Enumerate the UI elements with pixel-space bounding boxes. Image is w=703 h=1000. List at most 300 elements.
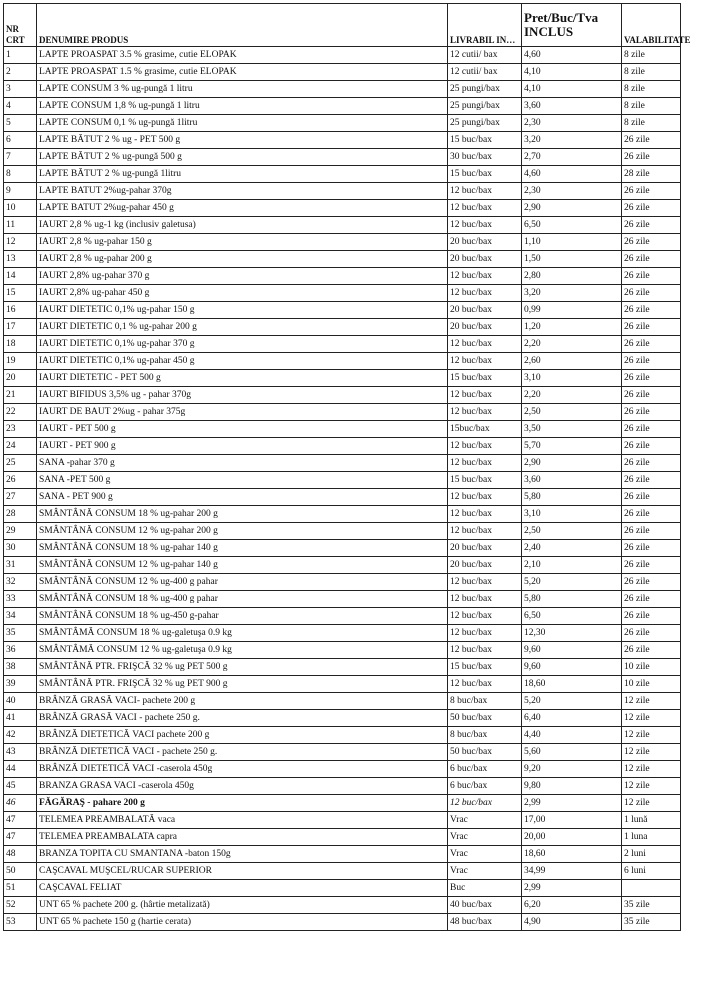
table-row <box>4 812 681 829</box>
delivery-pack: 12 cutii/ bax <box>448 64 522 81</box>
validity: 10 zile <box>622 676 681 693</box>
table-row <box>4 506 681 523</box>
validity: 12 zile <box>622 778 681 795</box>
table-row <box>4 795 681 812</box>
table-row <box>4 438 681 455</box>
validity: 26 zile <box>622 557 681 574</box>
price: 4,90 <box>522 914 622 931</box>
product-name: IAURT 2,8 % ug-1 kg (inclusiv galetusa) <box>37 217 448 234</box>
table-row <box>4 217 681 234</box>
delivery-pack: 15buc/bax <box>448 421 522 438</box>
table-row <box>4 727 681 744</box>
table-row <box>4 166 681 183</box>
delivery-pack: 15 buc/bax <box>448 166 522 183</box>
price: 6,20 <box>522 897 622 914</box>
validity: 26 zile <box>622 608 681 625</box>
delivery-pack: 30 buc/bax <box>448 149 522 166</box>
validity: 26 zile <box>622 183 681 200</box>
table-row <box>4 659 681 676</box>
validity: 8 zile <box>622 81 681 98</box>
validity: 26 zile <box>622 472 681 489</box>
delivery-pack: 20 buc/bax <box>448 540 522 557</box>
price: 18,60 <box>522 846 622 863</box>
validity: 26 zile <box>622 149 681 166</box>
table-row <box>4 251 681 268</box>
product-name: TELEMEA PREAMBALATĂ vaca <box>37 812 448 829</box>
row-nr: 29 <box>4 523 37 540</box>
product-name: BRANZA GRASA VACI -caserola 450g <box>37 778 448 795</box>
row-nr: 18 <box>4 336 37 353</box>
row-nr: 22 <box>4 404 37 421</box>
validity: 26 zile <box>622 132 681 149</box>
product-name: LAPTE PROASPAT 1.5 % grasime, cutie ELOPAK <box>37 64 448 81</box>
delivery-pack: 12 buc/bax <box>448 642 522 659</box>
delivery-pack: 20 buc/bax <box>448 557 522 574</box>
delivery-pack: 25 pungi/bax <box>448 98 522 115</box>
product-name: IAURT DIETETIC 0,1% ug-pahar 450 g <box>37 353 448 370</box>
price-list-table <box>3 3 691 931</box>
delivery-pack: 25 pungi/bax <box>448 115 522 132</box>
header-product-name: DENUMIRE PRODUS <box>37 4 448 47</box>
table-row <box>4 115 681 132</box>
table-row <box>4 455 681 472</box>
row-nr: 36 <box>4 642 37 659</box>
price: 5,60 <box>522 744 622 761</box>
table-row <box>4 132 681 149</box>
delivery-pack: 20 buc/bax <box>448 319 522 336</box>
row-nr: 46 <box>4 795 37 812</box>
table-row <box>4 744 681 761</box>
price: 3,50 <box>522 421 622 438</box>
row-nr: 52 <box>4 897 37 914</box>
table-row <box>4 370 681 387</box>
validity: 26 zile <box>622 251 681 268</box>
validity: 12 zile <box>622 727 681 744</box>
product-name: IAURT - PET 900 g <box>37 438 448 455</box>
product-name: SMÂNTÂNĂ PTR. FRIŞCĂ 32 % ug PET 500 g <box>37 659 448 676</box>
row-nr: 43 <box>4 744 37 761</box>
product-name: SMÂNTÂNĂ CONSUM 12 % ug-400 g pahar <box>37 574 448 591</box>
price: 2,50 <box>522 523 622 540</box>
validity: 26 zile <box>622 438 681 455</box>
price: 4,40 <box>522 727 622 744</box>
product-name: SMÂNTÂNĂ CONSUM 12 % ug-pahar 140 g <box>37 557 448 574</box>
delivery-pack: 15 buc/bax <box>448 472 522 489</box>
product-name: SMÂNTÂNĂ CONSUM 18 % ug-pahar 140 g <box>37 540 448 557</box>
validity: 26 zile <box>622 353 681 370</box>
delivery-pack: 12 buc/bax <box>448 353 522 370</box>
delivery-pack: 12 buc/bax <box>448 268 522 285</box>
delivery-pack: 12 buc/bax <box>448 523 522 540</box>
delivery-pack: Vrac <box>448 829 522 846</box>
row-nr: 28 <box>4 506 37 523</box>
row-nr: 30 <box>4 540 37 557</box>
validity: 2 luni <box>622 846 681 863</box>
price: 6,50 <box>522 608 622 625</box>
delivery-pack: 40 buc/bax <box>448 897 522 914</box>
price: 9,60 <box>522 659 622 676</box>
row-nr: 7 <box>4 149 37 166</box>
product-name: BRÂNZĂ DIETETICĂ VACI - pachete 250 g. <box>37 744 448 761</box>
table-row <box>4 693 681 710</box>
delivery-pack: 12 buc/bax <box>448 591 522 608</box>
table-row <box>4 47 681 64</box>
validity: 26 zile <box>622 404 681 421</box>
delivery-pack: 15 buc/bax <box>448 659 522 676</box>
validity: 26 zile <box>622 574 681 591</box>
row-nr: 3 <box>4 81 37 98</box>
price: 20,00 <box>522 829 622 846</box>
delivery-pack: 15 buc/bax <box>448 132 522 149</box>
validity: 26 zile <box>622 540 681 557</box>
delivery-pack: Vrac <box>448 812 522 829</box>
table-row <box>4 421 681 438</box>
validity: 26 zile <box>622 370 681 387</box>
row-nr: 21 <box>4 387 37 404</box>
price: 2,99 <box>522 880 622 897</box>
table-row <box>4 591 681 608</box>
product-name: FĂGĂRAŞ - pahare 200 g <box>37 795 448 812</box>
table-row <box>4 489 681 506</box>
table-row <box>4 676 681 693</box>
validity: 6 luni <box>622 863 681 880</box>
product-name: LAPTE BĂTUT 2 % ug-pungă 1litru <box>37 166 448 183</box>
row-nr: 40 <box>4 693 37 710</box>
product-name: IAURT BIFIDUS 3,5% ug - pahar 370g <box>37 387 448 404</box>
validity: 26 zile <box>622 285 681 302</box>
price: 2,40 <box>522 540 622 557</box>
row-nr: 20 <box>4 370 37 387</box>
delivery-pack: Buc <box>448 880 522 897</box>
validity: 8 zile <box>622 47 681 64</box>
product-name: SMÂNTÂNĂ CONSUM 18 % ug-450 g-pahar <box>37 608 448 625</box>
row-nr: 32 <box>4 574 37 591</box>
price: 5,80 <box>522 591 622 608</box>
product-name: UNT 65 % pachete 200 g. (hârtie metalizată) <box>37 897 448 914</box>
row-nr: 35 <box>4 625 37 642</box>
row-nr: 31 <box>4 557 37 574</box>
delivery-pack: 12 buc/bax <box>448 506 522 523</box>
product-name: BRÂNZĂ DIETETICĂ VACI -caserola 450g <box>37 761 448 778</box>
row-nr: 25 <box>4 455 37 472</box>
price: 4,10 <box>522 81 622 98</box>
price: 2,30 <box>522 115 622 132</box>
price: 2,60 <box>522 353 622 370</box>
table-row <box>4 319 681 336</box>
delivery-pack: 12 buc/bax <box>448 574 522 591</box>
row-nr: 38 <box>4 659 37 676</box>
row-nr: 4 <box>4 98 37 115</box>
delivery-pack: 8 buc/bax <box>448 693 522 710</box>
product-name: IAURT DIETETIC - PET 500 g <box>37 370 448 387</box>
price: 9,20 <box>522 761 622 778</box>
delivery-pack: 12 buc/bax <box>448 676 522 693</box>
validity: 26 zile <box>622 336 681 353</box>
price: 2,90 <box>522 455 622 472</box>
table-row <box>4 81 681 98</box>
row-nr: 39 <box>4 676 37 693</box>
delivery-pack: 12 buc/bax <box>448 795 522 812</box>
price: 3,10 <box>522 506 622 523</box>
row-nr: 50 <box>4 863 37 880</box>
table-row <box>4 829 681 846</box>
table-row <box>4 863 681 880</box>
delivery-pack: 12 buc/bax <box>448 336 522 353</box>
price: 1,50 <box>522 251 622 268</box>
price: 3,20 <box>522 285 622 302</box>
row-nr: 14 <box>4 268 37 285</box>
validity: 26 zile <box>622 421 681 438</box>
price: 5,70 <box>522 438 622 455</box>
product-name: LAPTE BATUT 2%ug-pahar 370g <box>37 183 448 200</box>
product-name: SMÂNTÂNĂ CONSUM 12 % ug-pahar 200 g <box>37 523 448 540</box>
validity: 8 zile <box>622 64 681 81</box>
table-row <box>4 880 681 897</box>
product-name: BRANZA TOPITA CU SMANTANA -baton 150g <box>37 846 448 863</box>
delivery-pack: 15 buc/bax <box>448 370 522 387</box>
validity: 26 zile <box>622 302 681 319</box>
row-nr: 27 <box>4 489 37 506</box>
validity: 8 zile <box>622 115 681 132</box>
price: 5,80 <box>522 489 622 506</box>
table-body <box>4 47 681 931</box>
price: 6,40 <box>522 710 622 727</box>
validity: 26 zile <box>622 625 681 642</box>
price: 2,20 <box>522 336 622 353</box>
row-nr: 34 <box>4 608 37 625</box>
delivery-pack: 12 buc/bax <box>448 217 522 234</box>
price: 1,20 <box>522 319 622 336</box>
delivery-pack: Vrac <box>448 846 522 863</box>
price: 2,50 <box>522 404 622 421</box>
table-row <box>4 285 681 302</box>
validity: 26 zile <box>622 455 681 472</box>
delivery-pack: 6 buc/bax <box>448 761 522 778</box>
product-name: BRÂNZĂ GRASĂ VACI- pachete 200 g <box>37 693 448 710</box>
row-nr: 47 <box>4 829 37 846</box>
validity: 26 zile <box>622 319 681 336</box>
delivery-pack: 12 buc/bax <box>448 608 522 625</box>
row-nr: 44 <box>4 761 37 778</box>
product-name: IAURT DIETETIC 0,1% ug-pahar 370 g <box>37 336 448 353</box>
delivery-pack: 25 pungi/bax <box>448 81 522 98</box>
table-row <box>4 64 681 81</box>
table-row <box>4 268 681 285</box>
product-name: SANA -pahar 370 g <box>37 455 448 472</box>
price: 2,30 <box>522 183 622 200</box>
header-nr: NR CRT <box>4 4 37 47</box>
product-name: SMÂNTÂMĂ CONSUM 18 % ug-galetuşa 0.9 kg <box>37 625 448 642</box>
product-name: TELEMEA PREAMBALATA capra <box>37 829 448 846</box>
row-nr: 13 <box>4 251 37 268</box>
validity: 1 lună <box>622 812 681 829</box>
product-name: IAURT 2,8 % ug-pahar 200 g <box>37 251 448 268</box>
product-name: LAPTE CONSUM 1,8 % ug-pungă 1 litru <box>37 98 448 115</box>
delivery-pack: 12 buc/bax <box>448 387 522 404</box>
price: 34,99 <box>522 863 622 880</box>
table-row <box>4 914 681 931</box>
validity: 8 zile <box>622 98 681 115</box>
table-row <box>4 540 681 557</box>
table-row <box>4 625 681 642</box>
product-name: BRÂNZĂ DIETETICĂ VACI pachete 200 g <box>37 727 448 744</box>
validity: 35 zile <box>622 897 681 914</box>
product-name: SMÂNTÂMĂ CONSUM 12 % ug-galetuşa 0.9 kg <box>37 642 448 659</box>
product-name: LAPTE BĂTUT 2 % ug - PET 500 g <box>37 132 448 149</box>
price: 9,80 <box>522 778 622 795</box>
row-nr: 1 <box>4 47 37 64</box>
delivery-pack: Vrac <box>448 863 522 880</box>
validity: 10 zile <box>622 659 681 676</box>
product-name: IAURT 2,8 % ug-pahar 150 g <box>37 234 448 251</box>
delivery-pack: 12 buc/bax <box>448 183 522 200</box>
delivery-pack: 48 buc/bax <box>448 914 522 931</box>
row-nr: 2 <box>4 64 37 81</box>
table-row <box>4 149 681 166</box>
product-name: LAPTE CONSUM 3 % ug-pungă 1 litru <box>37 81 448 98</box>
product-name: SMÂNTÂNĂ CONSUM 18 % ug-400 g pahar <box>37 591 448 608</box>
validity: 26 zile <box>622 489 681 506</box>
validity: 28 zile <box>622 166 681 183</box>
price: 2,20 <box>522 387 622 404</box>
row-nr: 26 <box>4 472 37 489</box>
product-name: LAPTE PROASPAT 3.5 % grasime, cutie ELOPAK <box>37 47 448 64</box>
price: 3,60 <box>522 472 622 489</box>
price: 3,20 <box>522 132 622 149</box>
validity: 12 zile <box>622 710 681 727</box>
price: 2,80 <box>522 268 622 285</box>
table-row <box>4 472 681 489</box>
product-name: CAŞCAVAL MUŞCEL/RUCAR SUPERIOR <box>37 863 448 880</box>
table-row <box>4 523 681 540</box>
product-name: IAURT - PET 500 g <box>37 421 448 438</box>
delivery-pack: 12 buc/bax <box>448 200 522 217</box>
validity: 35 zile <box>622 914 681 931</box>
price: 5,20 <box>522 693 622 710</box>
row-nr: 5 <box>4 115 37 132</box>
table-header-row <box>4 4 681 47</box>
row-nr: 24 <box>4 438 37 455</box>
table-row <box>4 642 681 659</box>
row-nr: 42 <box>4 727 37 744</box>
validity: 26 zile <box>622 642 681 659</box>
product-name: IAURT DE BAUT 2%ug - pahar 375g <box>37 404 448 421</box>
validity: 26 zile <box>622 523 681 540</box>
table-row <box>4 234 681 251</box>
price: 2,70 <box>522 149 622 166</box>
validity: 26 zile <box>622 268 681 285</box>
row-nr: 12 <box>4 234 37 251</box>
row-nr: 53 <box>4 914 37 931</box>
price: 3,60 <box>522 98 622 115</box>
table-row <box>4 846 681 863</box>
table-row <box>4 98 681 115</box>
delivery-pack: 12 buc/bax <box>448 285 522 302</box>
row-nr: 19 <box>4 353 37 370</box>
table-row <box>4 183 681 200</box>
table-row <box>4 897 681 914</box>
delivery-pack: 12 buc/bax <box>448 404 522 421</box>
delivery-pack: 12 buc/bax <box>448 455 522 472</box>
header-delivery-pack: LIVRABIL IN… <box>448 4 522 47</box>
price: 4,60 <box>522 47 622 64</box>
table-row <box>4 761 681 778</box>
validity: 26 zile <box>622 387 681 404</box>
row-nr: 47 <box>4 812 37 829</box>
table-row <box>4 302 681 319</box>
delivery-pack: 12 buc/bax <box>448 489 522 506</box>
row-nr: 9 <box>4 183 37 200</box>
product-name: UNT 65 % pachete 150 g (hartie cerata) <box>37 914 448 931</box>
validity <box>622 880 681 897</box>
product-name: SANA - PET 900 g <box>37 489 448 506</box>
row-nr: 11 <box>4 217 37 234</box>
validity: 12 zile <box>622 744 681 761</box>
header-validity: VALABILITATE <box>622 4 681 47</box>
row-nr: 17 <box>4 319 37 336</box>
table-row <box>4 557 681 574</box>
row-nr: 45 <box>4 778 37 795</box>
delivery-pack: 12 buc/bax <box>448 625 522 642</box>
row-nr: 51 <box>4 880 37 897</box>
product-name: IAURT 2,8% ug-pahar 370 g <box>37 268 448 285</box>
row-nr: 48 <box>4 846 37 863</box>
validity: 26 zile <box>622 234 681 251</box>
product-name: IAURT 2,8% ug-pahar 450 g <box>37 285 448 302</box>
product-name: CAŞCAVAL FELIAT <box>37 880 448 897</box>
price: 4,10 <box>522 64 622 81</box>
validity: 12 zile <box>622 795 681 812</box>
delivery-pack: 50 buc/bax <box>448 710 522 727</box>
validity: 26 zile <box>622 591 681 608</box>
table-row <box>4 574 681 591</box>
validity: 12 zile <box>622 761 681 778</box>
price: 3,10 <box>522 370 622 387</box>
product-name: BRÂNZĂ GRASĂ VACI - pachete 250 g. <box>37 710 448 727</box>
price: 6,50 <box>522 217 622 234</box>
table-row <box>4 336 681 353</box>
row-nr: 8 <box>4 166 37 183</box>
validity: 26 zile <box>622 217 681 234</box>
table-row <box>4 608 681 625</box>
delivery-pack: 20 buc/bax <box>448 251 522 268</box>
header-price: Pret/Buc/Tva INCLUS <box>522 4 622 47</box>
product-name: SMÂNTÂNĂ PTR. FRIŞCĂ 32 % ug PET 900 g <box>37 676 448 693</box>
price: 2,10 <box>522 557 622 574</box>
price: 12,30 <box>522 625 622 642</box>
price: 2,90 <box>522 200 622 217</box>
validity: 12 zile <box>622 693 681 710</box>
validity: 26 zile <box>622 506 681 523</box>
delivery-pack: 20 buc/bax <box>448 234 522 251</box>
table-row <box>4 778 681 795</box>
price: 17,00 <box>522 812 622 829</box>
row-nr: 15 <box>4 285 37 302</box>
row-nr: 16 <box>4 302 37 319</box>
table-row <box>4 353 681 370</box>
product-name: SANA -PET 500 g <box>37 472 448 489</box>
delivery-pack: 20 buc/bax <box>448 302 522 319</box>
validity: 26 zile <box>622 200 681 217</box>
price: 1,10 <box>522 234 622 251</box>
price: 9,60 <box>522 642 622 659</box>
table-row <box>4 710 681 727</box>
price: 4,60 <box>522 166 622 183</box>
product-name: LAPTE BATUT 2%ug-pahar 450 g <box>37 200 448 217</box>
product-name: LAPTE BĂTUT 2 % ug-pungă 500 g <box>37 149 448 166</box>
row-nr: 10 <box>4 200 37 217</box>
product-name: IAURT DIETETIC 0,1% ug-pahar 150 g <box>37 302 448 319</box>
